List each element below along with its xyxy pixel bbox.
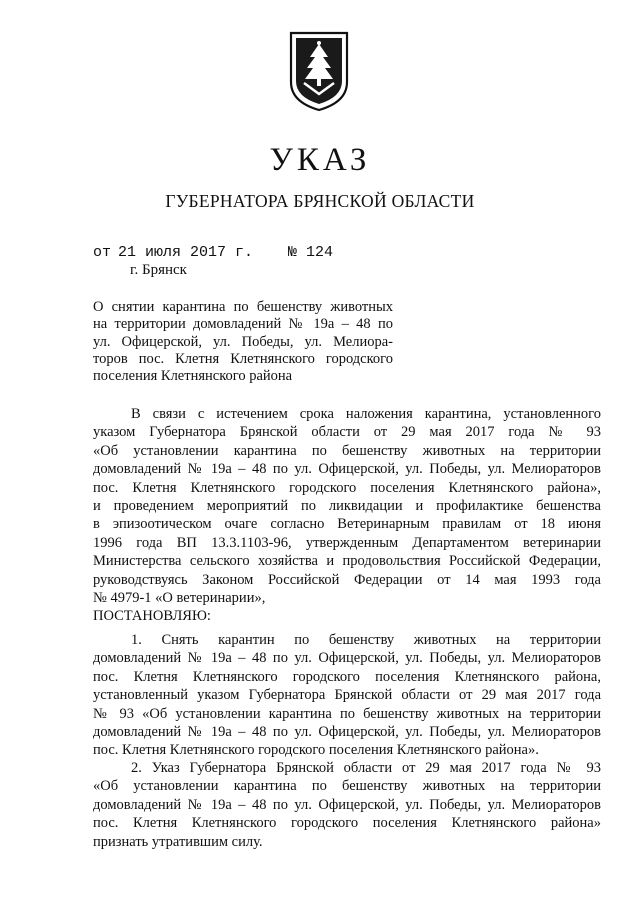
preamble-line: указом Губернатора Брянской области от 29 мая 2017 года № 93 <box>93 424 601 441</box>
date-prefix: от <box>93 244 112 261</box>
preamble-paragraph <box>93 405 601 626</box>
item-2-line: пос. Клетня Клетнянского городского поселения Клетнянского района» <box>93 815 601 832</box>
subject-line: поселения Клетнянского района <box>93 368 293 385</box>
coat-of-arms-icon <box>288 30 350 112</box>
preamble-line: домовладений № 19а – 48 по ул. Офицерской, ул. Победы, ул. Мелиораторов <box>93 461 601 478</box>
document-title: УКАЗ <box>269 142 371 178</box>
subject-line: ул. Офицерской, ул. Победы, ул. Мелиора- <box>93 333 393 350</box>
item-1-line: № 93 «Об установлении карантина по бешенству животных на территории <box>93 705 601 722</box>
decree-date: 21 июля 2017 г. <box>118 244 254 261</box>
preamble-line: Министерства сельского хозяйства и продовольствия Российской Федерации, <box>93 553 601 570</box>
preamble-line: пос. Клетня Клетнянского городского поселения Клетнянского района», <box>93 479 601 496</box>
resolution-keyword: ПОСТАНОВЛЯЮ: <box>93 608 211 625</box>
document-subtitle: ГУБЕРНАТОРА БРЯНСКОЙ ОБЛАСТИ <box>165 191 475 211</box>
preamble-line: и проведением мероприятий по ликвидации и профилактике бешенства <box>93 498 601 515</box>
decree-subject <box>93 299 393 385</box>
decree-city: г. Брянск <box>130 262 187 278</box>
preamble-line: № 4979-1 «О ветеринарии», <box>93 590 266 607</box>
item-2-line: признать утратившим силу. <box>93 833 263 850</box>
item-1-paragraph <box>93 631 601 760</box>
decree-number: № 124 <box>288 244 334 261</box>
item-1-line: домовладений № 19а – 48 по ул. Офицерской, ул. Победы, ул. Мелиораторов <box>93 650 601 667</box>
item-2-line: «Об установлении карантина по бешенству животных на территории <box>93 778 601 795</box>
item-2-paragraph <box>93 759 601 851</box>
item-1-line: установленный указом Губернатора Брянской области от 29 мая 2017 года <box>93 687 601 704</box>
preamble-line: В связи с истечением срока наложения карантина, установленного <box>131 406 601 422</box>
item-2-line: 2. Указ Губернатора Брянской области от 29 мая 2017 года № 93 <box>131 760 601 776</box>
item-1-line: 1. Снять карантин по бешенству животных на территории <box>131 632 601 648</box>
subject-line: О снятии карантина по бешенству животных <box>93 299 393 315</box>
item-1-line: пос. Клетня Клетнянского городского поселения Клетнянского района, <box>93 668 601 685</box>
subject-line: на территории домовладений № 19а – 48 по <box>93 316 393 333</box>
item-1-line: пос. Клетня Клетнянского городского поселения Клетнянского района». <box>93 742 539 759</box>
preamble-line: в эпизоотическом очаге согласно Ветеринарным правилам от 18 июня <box>93 516 601 533</box>
item-1-line: домовладений № 19а – 48 по ул. Офицерской, ул. Победы, ул. Мелиораторов <box>93 724 601 741</box>
item-2-line: домовладений № 19а – 48 по ул. Офицерской, ул. Победы, ул. Мелиораторов <box>93 796 601 813</box>
preamble-line: руководствуясь Законом Российской Федерации от 14 мая 1993 года <box>93 571 601 588</box>
subject-line: торов пос. Клетня Клетнянского городского <box>93 350 393 367</box>
preamble-line: «Об установлении карантина по бешенству животных на территории <box>93 442 601 459</box>
preamble-line: 1996 года ВП 13.3.1103-96, утвержденным Департаментом ветеринарии <box>93 534 601 551</box>
